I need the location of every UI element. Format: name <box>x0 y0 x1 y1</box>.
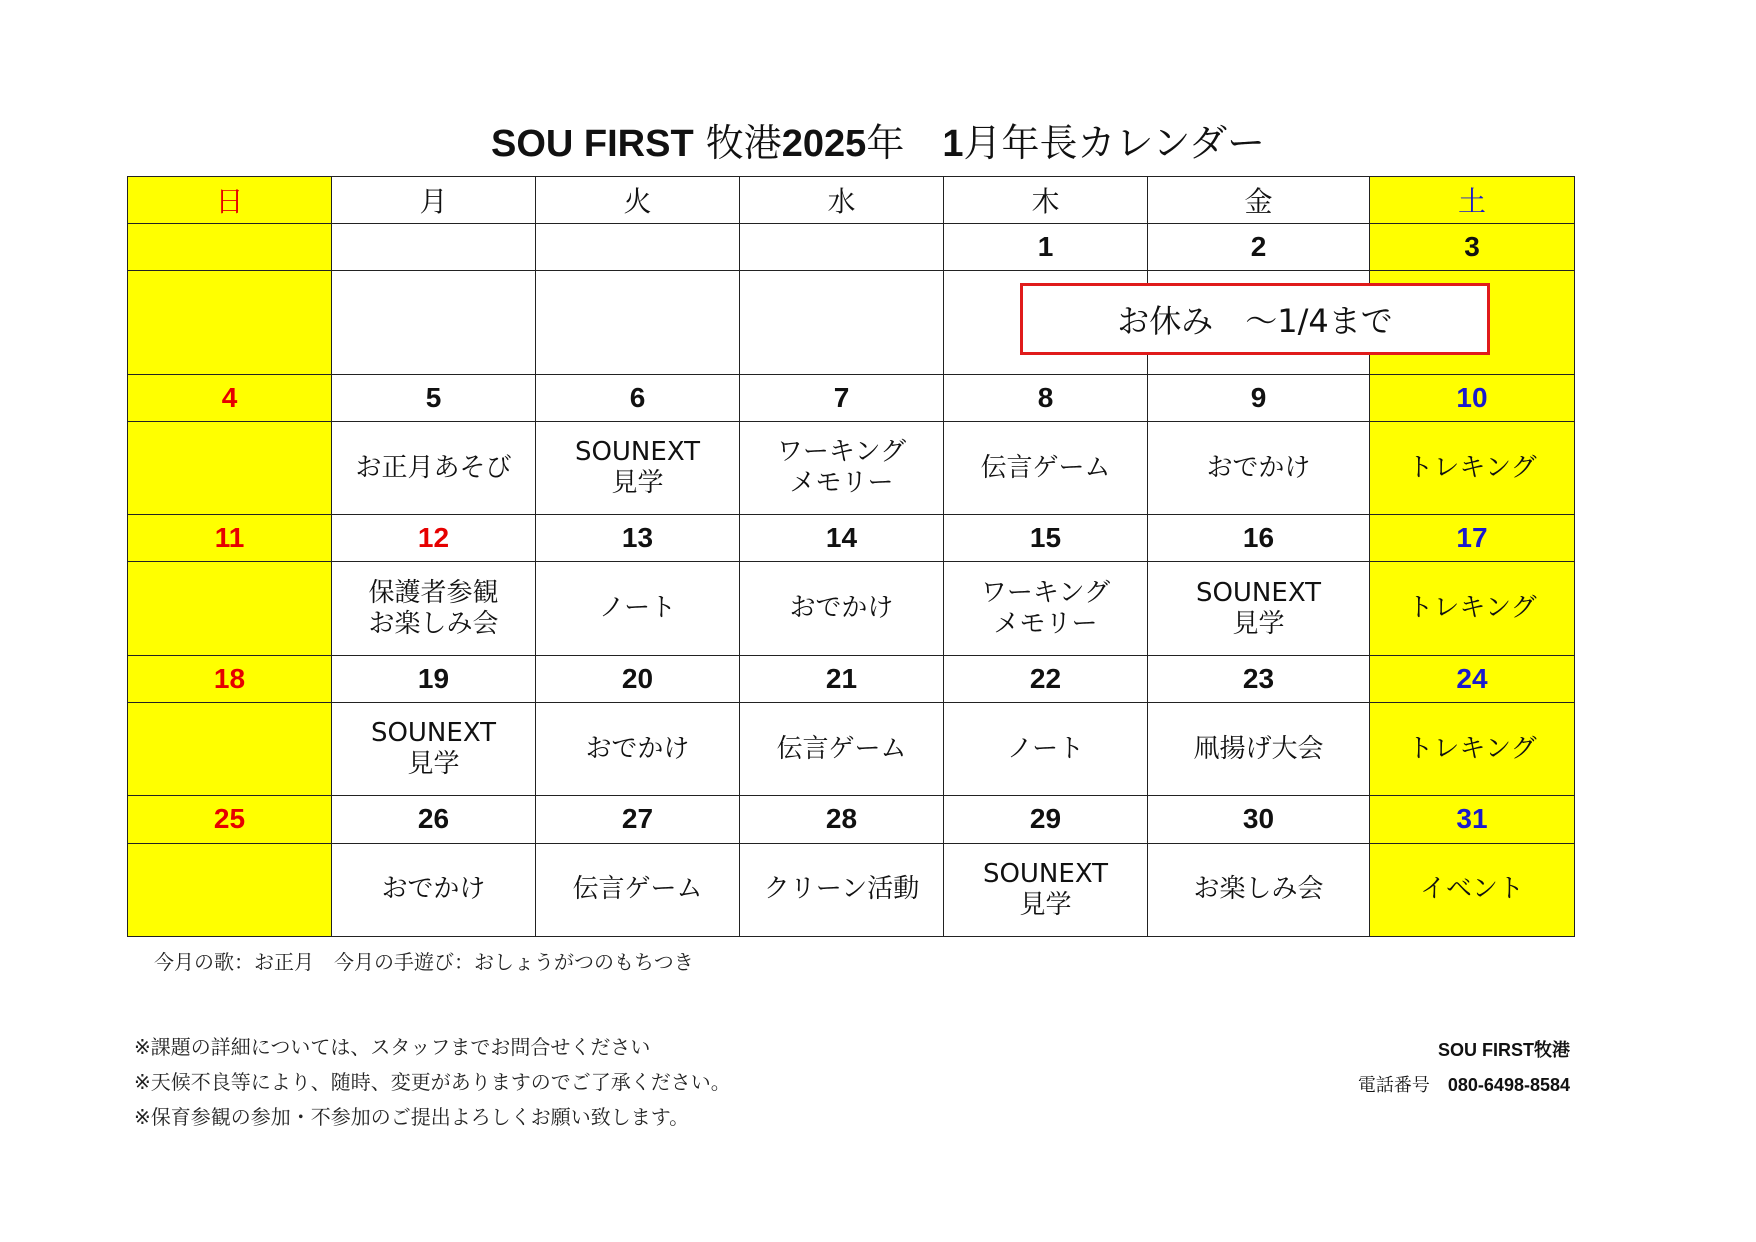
date-cell: 7 <box>740 374 944 421</box>
date-cell: 13 <box>536 515 740 562</box>
phone-line <box>1358 1071 1570 1106</box>
date-cell: 14 <box>740 515 944 562</box>
activity-cell <box>128 271 332 374</box>
date-cell <box>332 224 536 271</box>
date-cell <box>128 224 332 271</box>
date-cell: 1 <box>944 224 1148 271</box>
date-cell: 23 <box>1148 655 1370 702</box>
holiday-notice-box <box>1020 283 1490 355</box>
date-cell: 30 <box>1148 796 1370 843</box>
date-cell: 9 <box>1148 374 1370 421</box>
activity-cell <box>128 843 332 936</box>
activity-cell <box>128 702 332 795</box>
date-cell: 26 <box>332 796 536 843</box>
song-of-the-month: 今月の歌：お正月 今月の手遊び：おしょうがつのもちつき <box>154 950 694 974</box>
activity-row-week-5 <box>128 843 1575 936</box>
activity-row-week-3 <box>128 562 1575 655</box>
date-cell: 17 <box>1370 515 1575 562</box>
date-cell: 22 <box>944 655 1148 702</box>
activity-cell: トレキング <box>1370 562 1575 655</box>
activity-cell <box>128 562 332 655</box>
activity-cell: SOUNEXT 見学 <box>1148 562 1370 655</box>
date-cell: 8 <box>944 374 1148 421</box>
date-cell-holiday: 12 <box>332 515 536 562</box>
activity-cell: SOUNEXT 見学 <box>332 702 536 795</box>
activity-cell: イベント <box>1370 843 1575 936</box>
activity-cell: トレキング <box>1370 421 1575 514</box>
date-cell: 31 <box>1370 796 1575 843</box>
date-cell: 20 <box>536 655 740 702</box>
weekday-sunday: 日 <box>128 177 332 224</box>
date-cell: 19 <box>332 655 536 702</box>
activity-cell: お楽しみ会 <box>1148 843 1370 936</box>
date-cell: 5 <box>332 374 536 421</box>
date-cell: 27 <box>536 796 740 843</box>
date-cell: 29 <box>944 796 1148 843</box>
date-row-week-4 <box>128 655 1575 702</box>
date-cell: 16 <box>1148 515 1370 562</box>
date-cell <box>536 224 740 271</box>
note-item: ※保育参観の参加・不参加のご提出よろしくお願い致します。 <box>134 1105 690 1129</box>
activity-cell: 保護者参観 お楽しみ会 <box>332 562 536 655</box>
activity-row-week-4 <box>128 702 1575 795</box>
weekday-header-row <box>128 177 1575 224</box>
date-cell: 18 <box>128 655 332 702</box>
contact-info <box>1358 1036 1570 1106</box>
activity-cell <box>128 421 332 514</box>
date-cell: 25 <box>128 796 332 843</box>
date-cell: 21 <box>740 655 944 702</box>
date-cell: 6 <box>536 374 740 421</box>
activity-cell <box>536 271 740 374</box>
phone-number: 080-6498-8584 <box>1447 1075 1570 1095</box>
notes-list <box>134 1033 731 1138</box>
activity-row-week-2 <box>128 421 1575 514</box>
date-cell: 24 <box>1370 655 1575 702</box>
org-name: SOU FIRST牧港 <box>1437 1040 1570 1060</box>
date-cell: 28 <box>740 796 944 843</box>
weekday-thursday: 木 <box>944 177 1148 224</box>
activity-cell: SOUNEXT 見学 <box>536 421 740 514</box>
date-row-week-5 <box>128 796 1575 843</box>
activity-cell: 伝言ゲーム <box>944 421 1148 514</box>
activity-cell: 凧揚げ大会 <box>1148 702 1370 795</box>
weekday-tuesday: 火 <box>536 177 740 224</box>
phone-label: 電話番号 <box>1357 1075 1430 1096</box>
date-cell <box>740 224 944 271</box>
activity-cell: おでかけ <box>332 843 536 936</box>
activity-cell: 伝言ゲーム <box>740 702 944 795</box>
activity-cell: ノート <box>536 562 740 655</box>
activity-cell: ワーキング メモリー <box>944 562 1148 655</box>
activity-cell <box>332 271 536 374</box>
weekday-monday: 月 <box>332 177 536 224</box>
activity-cell: ノート <box>944 702 1148 795</box>
date-row-week-2 <box>128 374 1575 421</box>
note-item: ※天候不良等により、随時、変更がありますのでご了承ください。 <box>134 1070 731 1094</box>
activity-cell: クリーン活動 <box>740 843 944 936</box>
activity-cell: おでかけ <box>1148 421 1370 514</box>
date-row-week-1 <box>128 224 1575 271</box>
date-cell: 3 <box>1370 224 1575 271</box>
page-title: SOU FIRST 牧港2025年 1月年長カレンダー <box>490 121 1265 165</box>
activity-cell: ワーキング メモリー <box>740 421 944 514</box>
note-item: ※課題の詳細については、スタッフまでお問合せください <box>134 1035 651 1059</box>
date-cell: 15 <box>944 515 1148 562</box>
weekday-friday: 金 <box>1148 177 1370 224</box>
date-cell: 11 <box>128 515 332 562</box>
holiday-notice-text: お休み ～1/4まで <box>1117 302 1393 340</box>
date-cell: 4 <box>128 374 332 421</box>
activity-cell: 伝言ゲーム <box>536 843 740 936</box>
activity-cell <box>740 271 944 374</box>
activity-cell: お正月あそび <box>332 421 536 514</box>
activity-cell: SOUNEXT 見学 <box>944 843 1148 936</box>
activity-cell: トレキング <box>1370 702 1575 795</box>
date-row-week-3 <box>128 515 1575 562</box>
date-cell: 2 <box>1148 224 1370 271</box>
activity-cell: おでかけ <box>740 562 944 655</box>
weekday-wednesday: 水 <box>740 177 944 224</box>
weekday-saturday: 土 <box>1370 177 1575 224</box>
activity-cell: おでかけ <box>536 702 740 795</box>
date-cell: 10 <box>1370 374 1575 421</box>
